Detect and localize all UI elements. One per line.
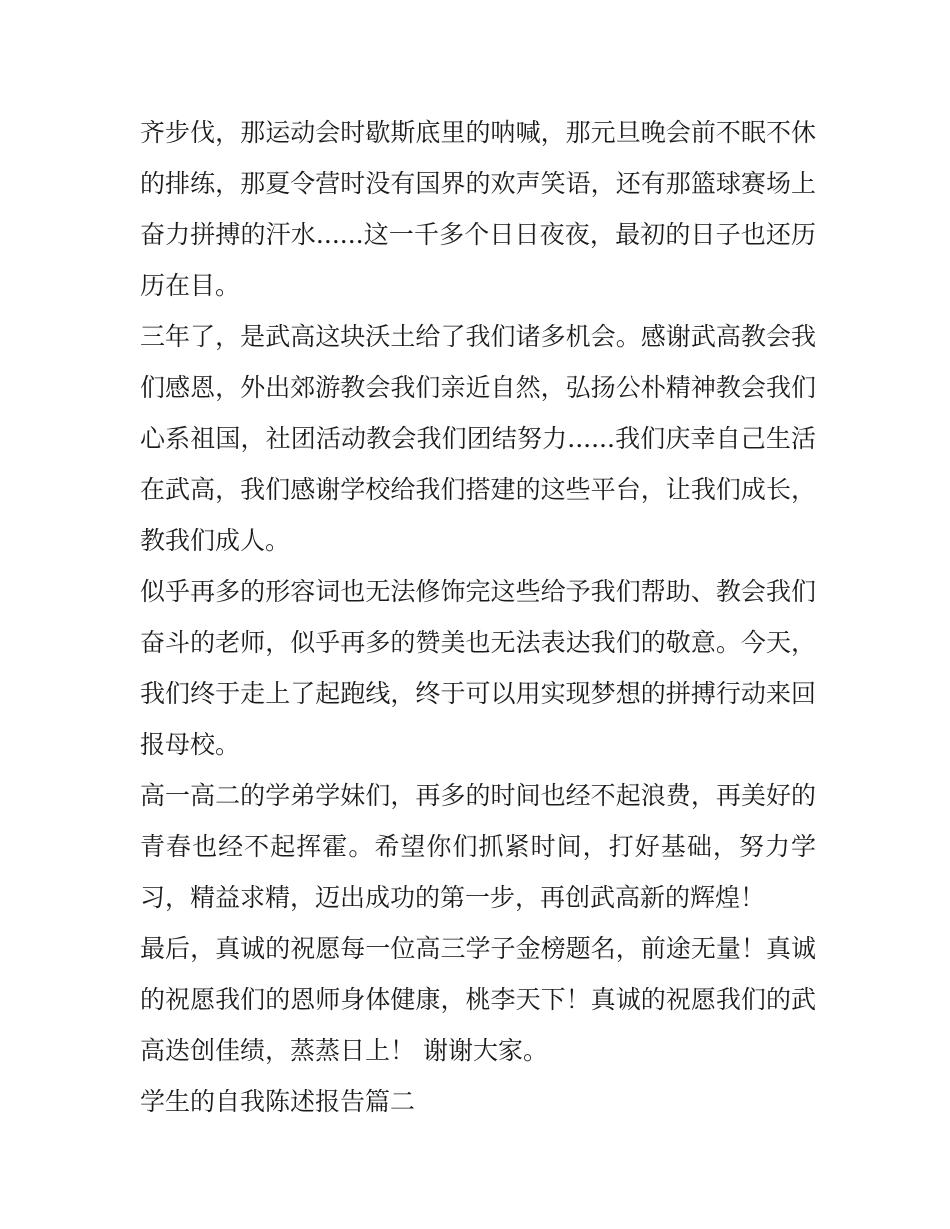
paragraph-4: 高一高二的学弟学妹们，再多的时间也经不起浪费，再美好的青春也经不起挥霍。希望你们抓紧时间，打好基础，努力学习，精益求精，迈出成功的第一步，再创武高新的辉煌！ [140,781,816,912]
paragraph-2: 三年了，是武高这块沃土给了我们诸多机会。感谢武高教会我们感恩，外出郊游教会我们亲近自然，弘扬公朴精神教会我们心系祖国，社团活动教会我们团结努力......我们庆幸自己生活在武高，我们感谢学校给我们搭建的这些平台，让我们成长，教我们成人。 [140,322,816,555]
section-heading: 学生的自我陈述报告篇二 [140,1087,416,1116]
paragraph-3: 似乎再多的形容词也无法修饰完这些给予我们帮助、教会我们奋斗的老师，似乎再多的赞美也无法表达我们的敬意。今天，我们终于走上了起跑线，终于可以用实现梦想的拼搏行动来回报母校。 [140,577,816,759]
paragraph-1: 齐步伐，那运动会时歇斯底里的呐喊，那元旦晚会前不眠不休的排练，那夏令营时没有国界的欢声笑语，还有那篮球赛场上奋力拼搏的汗水......这一千多个日日夜夜，最初的日子也还历历在目。 [140,118,816,300]
paragraph-5: 最后，真诚的祝愿每一位高三学子金榜题名，前途无量！真诚的祝愿我们的恩师身体健康，桃李天下！真诚的祝愿我们的武高迭创佳绩，蒸蒸日上！ 谢谢大家。 [140,934,816,1065]
document-body [140,107,816,1127]
